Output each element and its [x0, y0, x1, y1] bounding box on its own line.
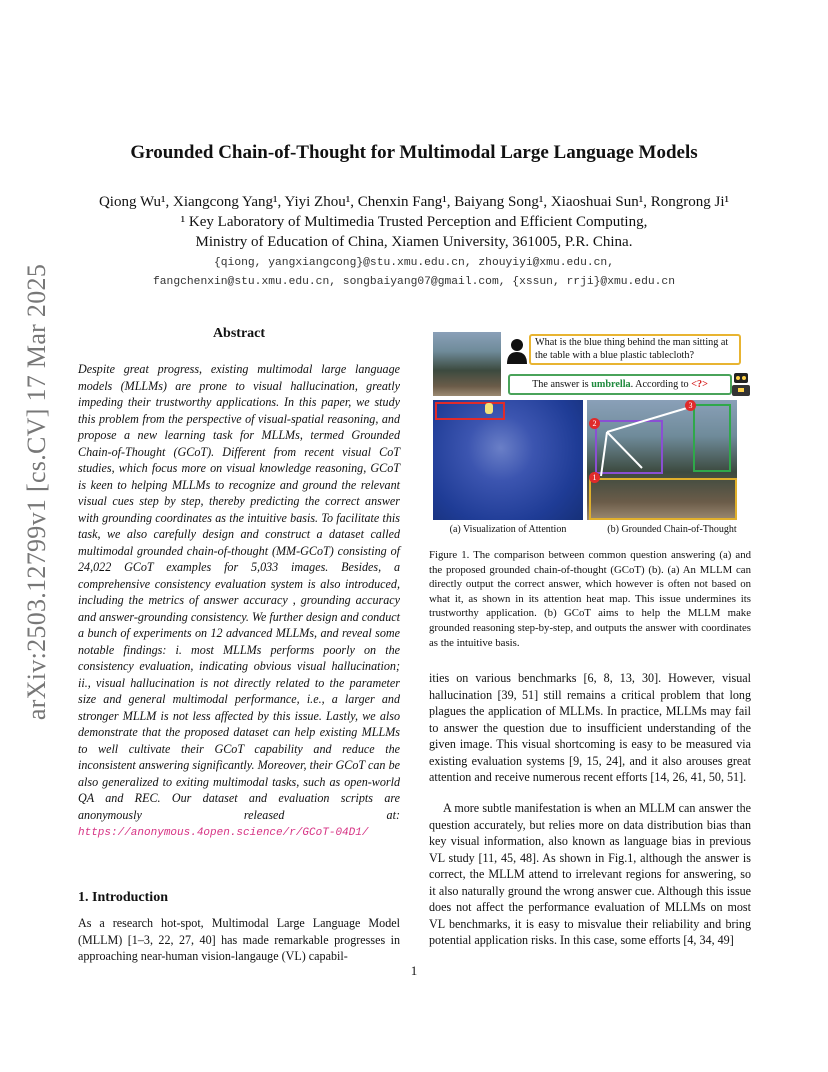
emails-line-2: fangchenxin@stu.xmu.edu.cn, songbaiyang07@gmail.com, {xssun, rrji}@xmu.edu.cn: [152, 276, 675, 288]
dataset-link[interactable]: https://anonymous.4open.science/r/GCoT-04D1/: [78, 827, 369, 839]
subcaption-b: (b) Grounded Chain-of-Thought: [607, 524, 737, 535]
robot-icon: [729, 370, 753, 398]
author-list: Qiong Wu¹, Xiangcong Yang¹, Yiyi Zhou¹, Chenxin Fang¹, Baiyang Song¹, Xiaoshuai Sun¹, Rongrong Ji¹: [98, 194, 730, 210]
abstract-text: Despite great progress, existing multimodal large language models (MLLMs) are prone to visual hallucination, greatly impeding their trustworthy applications. In this paper, we study this problem from the perspective of visual-spatial reasoning, and propose a new learning task for MLLMs, termed Grounded Chain-of-Thought (GCoT). Different from recent visual CoT studies, which focus more on visual knowledge reasoning, GCoT is keen to helping MLLMs to recognize and ground the relevant visual cues step by step, thereby predicting the correct answer with grounding coordinates as the intuitive basis. To facilitate this task, we also carefully design and construct a dataset called multimodal grounded chain-of-thought (MM-GCoT) consisting of 24,022 GCoT examples for 5,033 images. Besides, a comprehensive consistency evaluation system is also introduced, including the metrics of answer accuracy , grounding accuracy and answer-grounding consistency. We further design and conduct a bunch of experiments on 12 advanced MLLMs, and reveal some notable findings: i. most MLLMs performs poorly on the consistency evaluation, indicating obvious visual hallucination; ii., visual hallucination is not directly related to the parameter size and general multimodal performance, i.e., a larger and stronger MLLM is not less affected by this issue. Lastly, we also demonstrate that the proposed dataset can help existing MLLMs to well cultivate their GCoT capability and reduce the inconsistent answering significantly. Moreover, their GCoT can be also generalized to exiting multimodal tasks, such as open-world QA and REC. Our dataset and evaluation scripts are anonymously released at:: [78, 362, 401, 822]
figure-caption: Figure 1. The comparison between common question answering (a) and the proposed grounded chain-of-thought (GCoT) (b). (a) An MLLM can directly output the correct answer, which however is often not based on what it, as shown in its attention heat map. This issue undermines its trustworthy application. (b) GCoT aims to help the MLLM make grounded reasoning step-by-step, and outputs the answer with coordinates as the intuitive basis.: [429, 549, 751, 649]
figure-1: [433, 332, 755, 542]
intro-paragraph-right-1: ities on various benchmarks [6, 8, 13, 30]. However, visual hallucination [39, 51] still remains a critical problem that long plagues the application of MLLMs. In practice, MLLMs may fail to answer the question due to insufficient understanding of the given image. This visual shortcoming is easy to be measured via existing evaluation systems [9, 15, 24], and it also arouses great attention and receive numerous recent efforts [14, 26, 41, 50, 51].: [429, 671, 751, 784]
question-bubble: [529, 334, 741, 365]
answer-tag: <?>: [691, 379, 708, 390]
arxiv-sidebar: [22, 263, 52, 721]
affiliation-line-1: ¹ Key Laboratory of Multimedia Trusted Perception and Efficient Computing,: [180, 214, 648, 230]
intro-paragraph-left: As a research hot-spot, Multimodal Large Language Model (MLLM) [1–3, 22, 27, 40] has made remarkable progresses in approaching near-human vision-langauge (VL) capabil-: [78, 916, 400, 963]
attention-hotspot: [485, 403, 493, 414]
intro-heading: 1. Introduction: [78, 890, 168, 905]
page-number: 1: [410, 963, 418, 978]
answer-suffix: . According to: [630, 379, 689, 390]
user-icon: [506, 338, 528, 364]
step-badge-3: 3: [685, 400, 696, 411]
intro-paragraph-right-2: A more subtle manifestation is when an MLLM can answer the question accurately, but relies more on data distribution bias than key visual information, also known as language bias in previous VL study [11, 45, 48]. As shown in Fig.1, although the answer is correct, the MLLM attend to irrelevant regions for answering, so it also naturally ground the wrong answer cue. Although this issue does not affect the performance evaluation of MLLMs on most VL benchmarks, it is easy to misvalue their reliability and bring potential application risks. In this case, some efforts [4, 34, 49]: [429, 801, 751, 947]
paper-title: Grounded Chain-of-Thought for Multimodal Large Language Models: [130, 142, 698, 163]
arxiv-id: arXiv:2503.12799v1 [cs.CV] 17 Mar 2025: [22, 263, 51, 721]
subcaption-a: (a) Visualization of Attention: [449, 524, 567, 535]
attention-box: [435, 402, 505, 420]
gcot-image: [587, 400, 737, 520]
answer-prefix: The answer is: [532, 379, 589, 390]
input-image: [433, 332, 501, 396]
answer-word: umbrella: [591, 379, 631, 390]
emails-line-1: {qiong, yangxiangcong}@stu.xmu.edu.cn, zhouyiyi@xmu.edu.cn,: [214, 257, 614, 269]
attention-heatmap: [433, 400, 583, 520]
step-badge-2: 2: [589, 418, 600, 429]
abstract-heading: Abstract: [212, 326, 266, 341]
step-badge-1: 1: [589, 472, 600, 483]
reasoning-arrows: [587, 400, 737, 520]
abstract-body: [78, 361, 400, 842]
answer-bubble: [508, 374, 732, 395]
affiliation-line-2: Ministry of Education of China, Xiamen University, 361005, P.R. China.: [195, 234, 633, 250]
question-text: What is the blue thing behind the man sitting at the table with a blue plastic tablecloth?: [535, 337, 729, 361]
